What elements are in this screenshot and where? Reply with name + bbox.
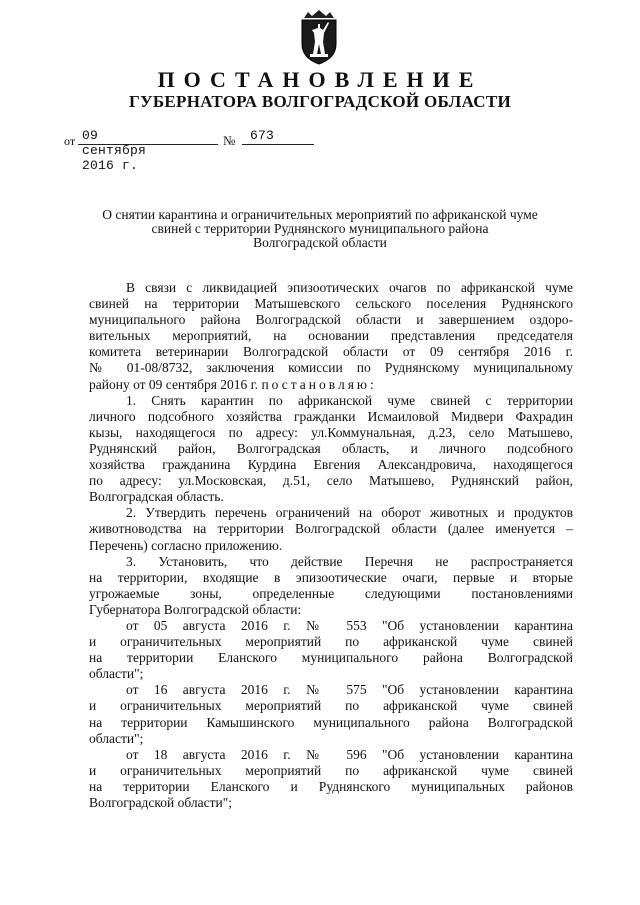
reference-paragraph bbox=[89, 618, 573, 682]
volgograd-coat-of-arms-icon bbox=[290, 8, 348, 66]
body-line: 3. Установить, что действие Перечня не распространяется bbox=[126, 553, 573, 569]
number-underline bbox=[242, 144, 314, 145]
body-line: от 05 августа 2016 г. № 553 "Об установлении карантина bbox=[126, 617, 573, 633]
body-line: на территории Еланского и Руднянского муниципальных районов bbox=[89, 778, 573, 794]
document-number: 673 bbox=[250, 128, 275, 143]
body-line: на территории Еланского муниципального района Волгоградской bbox=[89, 650, 573, 666]
document-type-title: ПОСТАНОВЛЕНИЕ bbox=[157, 67, 483, 92]
body-line: от 18 августа 2016 г. № 596 "Об установлении карантина bbox=[126, 746, 573, 762]
body-line: вительных мероприятий, на основании представления председателя bbox=[89, 328, 573, 344]
body-line: кызы, находящегося по адресу: ул.Коммунальная, д.23, село Матышево, bbox=[89, 424, 573, 440]
item-1-paragraph bbox=[89, 393, 573, 506]
date-from-label: от bbox=[64, 134, 76, 148]
preamble-paragraph bbox=[89, 280, 573, 393]
body-line: Волгоградская область. bbox=[89, 489, 224, 505]
body-line: и ограничительных мероприятий по африканской чуме свиней bbox=[89, 762, 573, 778]
body-line: хозяйства гражданина Курдина Евгения Александровича, находящегося bbox=[89, 457, 573, 473]
body-line: комитета ветеринарии Волгоградской области от 09 сентября 2016 г. bbox=[89, 344, 573, 360]
reference-paragraph bbox=[89, 747, 573, 811]
document-subject bbox=[70, 208, 570, 250]
subject-line: О снятии карантина и ограничительных мероприятий по африканской чуме bbox=[102, 207, 538, 222]
document-body bbox=[89, 280, 573, 811]
body-line: свиней на территории Матышевского сельского поселения Руднянского bbox=[89, 296, 573, 312]
body-line: Волгоградской области"; bbox=[89, 795, 233, 810]
number-label: № bbox=[223, 133, 236, 148]
document-issuer: ГУБЕРНАТОРА ВОЛГОГРАДСКОЙ ОБЛАСТИ bbox=[128, 92, 512, 111]
reference-paragraph bbox=[89, 682, 573, 746]
subject-line: Волгоградской области bbox=[253, 235, 387, 250]
body-line: В связи с ликвидацией эпизоотических очагов по африканской чуме bbox=[126, 280, 573, 295]
item-3-paragraph bbox=[89, 554, 573, 618]
resolve-word: постановляю: bbox=[261, 376, 377, 392]
body-line: Губернатора Волгоградской области: bbox=[89, 601, 302, 617]
body-line: области"; bbox=[89, 730, 144, 746]
body-line: области"; bbox=[89, 666, 144, 682]
body-line: по адресу: ул.Московская, д.51, село Матышево, Руднянский район, bbox=[89, 473, 573, 489]
body-line: Перечень) согласно приложению. bbox=[89, 537, 283, 553]
item-2-paragraph bbox=[89, 505, 573, 553]
body-line bbox=[89, 377, 573, 393]
body-line: и ограничительных мероприятий по африканской чуме свиней bbox=[89, 634, 573, 650]
body-line-text: району от 09 сентября 2016 г. bbox=[89, 376, 262, 392]
document-date: 09 сентября 2016 г. bbox=[82, 128, 147, 173]
body-line: на территории, входящие в эпизоотические очаги, первые и вторые bbox=[89, 569, 573, 585]
body-line: 2. Утвердить перечень ограничений на оборот животных и продуктов bbox=[126, 505, 573, 521]
subject-line: свиней с территории Руднянского муниципального района bbox=[151, 221, 489, 236]
body-line: от 16 августа 2016 г. № 575 "Об установлении карантина bbox=[126, 682, 573, 698]
body-line: и ограничительных мероприятий по африканской чуме свиней bbox=[89, 698, 573, 714]
body-line: животноводства на территории Волгоградской области (далее именуется – bbox=[89, 521, 573, 537]
body-line: угрожаемые зоны, определенные следующими постановлениями bbox=[89, 585, 573, 601]
body-line: 1. Снять карантин по африканской чуме свиней с территории bbox=[126, 392, 573, 408]
body-line: на территории Камышинского муниципального района Волгоградской bbox=[89, 714, 573, 730]
body-line: Руднянский район, Волгоградская область, и личного подсобного bbox=[89, 440, 573, 456]
body-line: № 01-08/8732, заключения комиссии по Руднянскому муниципальному bbox=[89, 360, 573, 376]
body-line: муниципального района Волгоградской области и завершением оздоро- bbox=[89, 312, 573, 328]
body-line: личного подсобного хозяйства гражданки Исмаиловой Мидвери Фахрадин bbox=[89, 408, 573, 424]
